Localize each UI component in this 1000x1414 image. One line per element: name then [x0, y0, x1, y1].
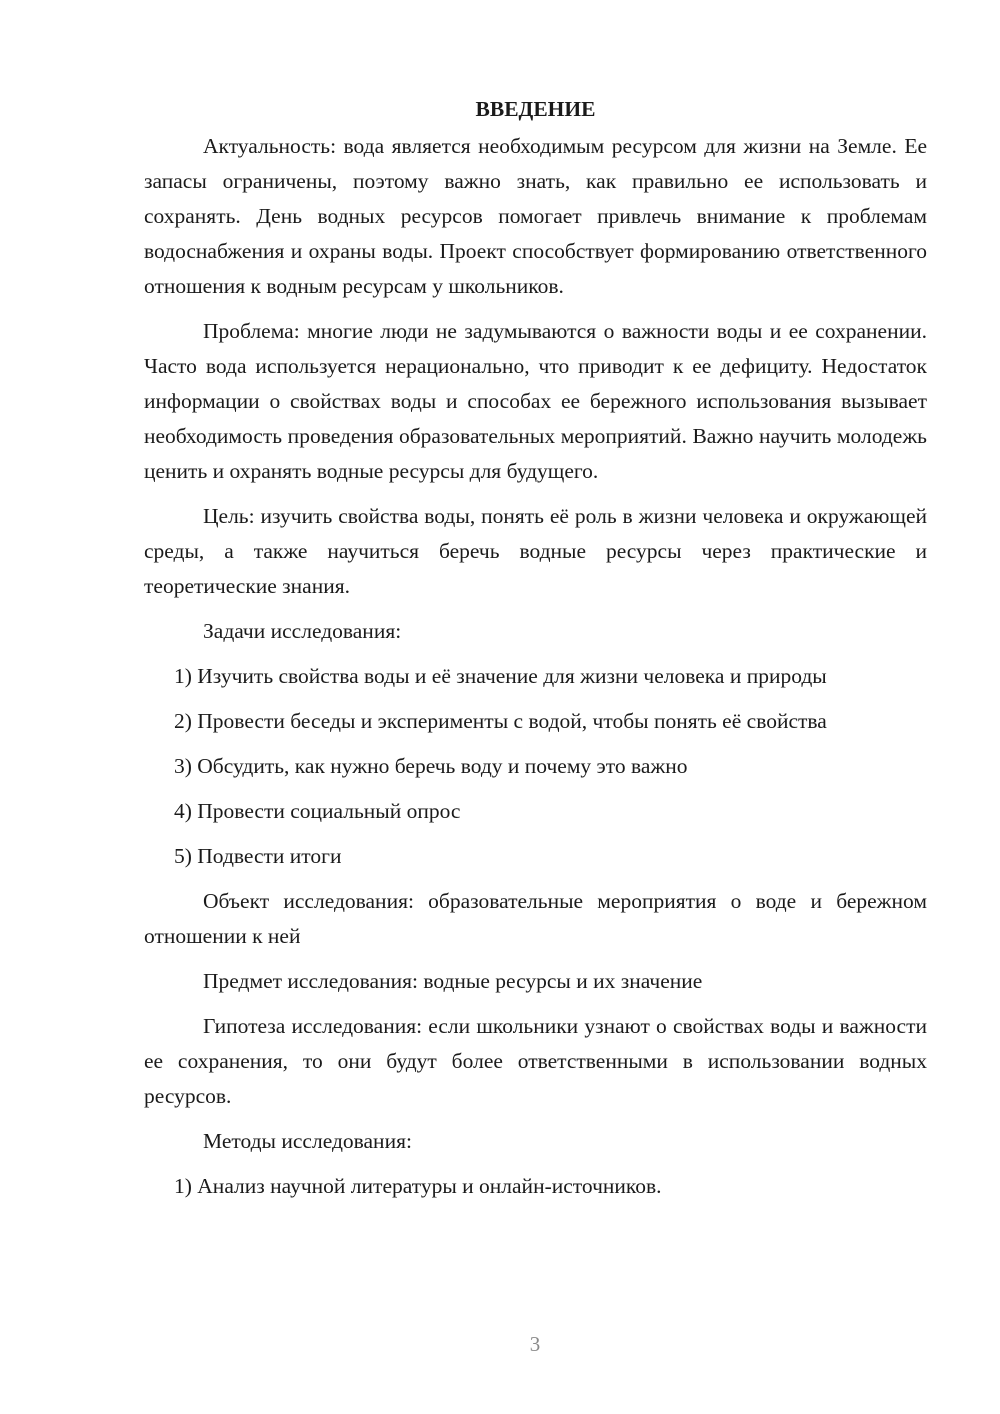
methods-list — [144, 1169, 927, 1204]
page-number: 3 — [529, 1332, 541, 1356]
document-page — [144, 92, 927, 1214]
goal-paragraph: Цель: изучить свойства воды, понять её роль в жизни человека и окружающей среды, а также научиться беречь водные ресурсы через практические и теоретические знания. — [144, 504, 927, 598]
tasks-heading: Задачи исследования: — [203, 619, 402, 643]
task-item: 1) Изучить свойства воды и её значение для жизни человека и природы — [174, 664, 827, 688]
task-item: 4) Провести социальный опрос — [174, 799, 461, 823]
tasks-list — [144, 659, 927, 874]
task-item: 3) Обсудить, как нужно беречь воду и почему это важно — [174, 754, 688, 778]
task-item: 5) Подвести итоги — [174, 844, 342, 868]
hypothesis-paragraph: Гипотеза исследования: если школьники узнают о свойствах воды и важности ее сохранения, то они будут более ответственными в использовании водных ресурсов. — [144, 1014, 927, 1108]
task-item: 2) Провести беседы и эксперименты с водой, чтобы понять её свойства — [174, 709, 827, 733]
object-paragraph: Объект исследования: образовательные мероприятия о воде и бережном отношении к ней — [144, 889, 927, 948]
problem-paragraph: Проблема: многие люди не задумываются о важности воды и ее сохранении. Часто вода используется нерационально, что приводит к ее дефициту. Недостаток информации о свойствах воды и способах ее бережного использования вызывает необходимость проведения образовательных мероприятий. Важно научить молодежь ценить и охранять водные ресурсы для будущего. — [144, 319, 927, 483]
section-title: ВВЕДЕНИЕ — [475, 97, 596, 121]
method-item: 1) Анализ научной литературы и онлайн-источников. — [174, 1174, 662, 1198]
relevance-paragraph: Актуальность: вода является необходимым ресурсом для жизни на Земле. Ее запасы ограничены, поэтому важно знать, как правильно ее использовать и сохранять. День водных ресурсов помогает привлечь внимание к проблемам водоснабжения и охраны воды. Проект способствует формированию ответственного отношения к водным ресурсам у школьников. — [144, 134, 927, 298]
subject-paragraph: Предмет исследования: водные ресурсы и их значение — [203, 969, 703, 993]
methods-heading: Методы исследования: — [203, 1129, 412, 1153]
